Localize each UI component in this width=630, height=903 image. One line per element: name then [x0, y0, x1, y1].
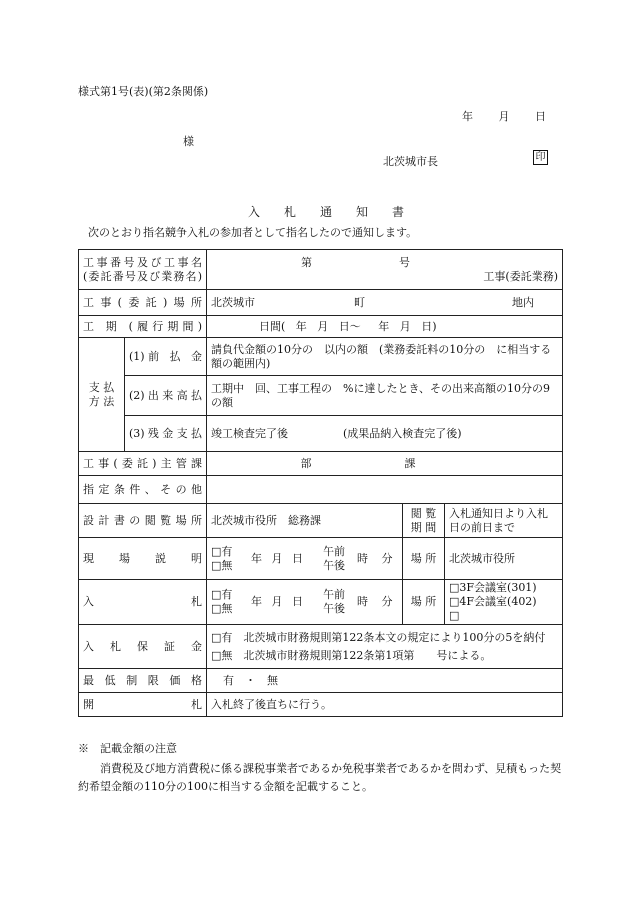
room-option-402[interactable]: □4F会議室(402) — [449, 595, 537, 608]
value-opening: 入札終了後直ちに行う。 — [207, 693, 563, 717]
label-viewing-period: 閲 覧 期 間 — [403, 504, 445, 538]
notice-table — [78, 249, 563, 717]
row-payment-advance — [79, 338, 563, 376]
row-department — [79, 452, 563, 476]
option-no[interactable]: □無 — [211, 558, 233, 572]
value-conditions — [207, 476, 563, 504]
deposit-option-yes[interactable]: □有 北茨城市財務規則第122条本文の規定により100分の5を納付 — [211, 630, 546, 644]
room-option-other[interactable]: □ — [449, 609, 460, 622]
work-suffix: 工事(委託業務) — [483, 269, 559, 283]
label-final: (3)残金支払 — [125, 416, 207, 452]
value-work-name — [207, 250, 563, 290]
form-number-label: 様式第1号(表)(第2条関係) — [78, 85, 209, 98]
intro-text: 次のとおり指名競争入札の参加者として指名したので通知します。 — [88, 226, 418, 239]
row-payment-final — [79, 416, 563, 452]
value-advance: 請負代金額の10分の 以内の額 (業務委託料の10分の に相当する額の範囲内) — [207, 338, 563, 376]
label-conditions: 指定条件、その他 — [79, 476, 207, 504]
option-yes[interactable]: □有 — [211, 544, 233, 558]
label-bidding: 入札 — [79, 580, 207, 625]
row-viewing — [79, 504, 563, 538]
dai-text: 第 — [301, 255, 312, 269]
option-yes[interactable]: □有 — [211, 588, 233, 601]
label-work-name: 工事番号及び工事名 (委託番号及び業務名) — [79, 250, 207, 290]
label-viewing-place: 設計書の閲覧場所 — [79, 504, 207, 538]
label-department: 工事(委託)主管課 — [79, 452, 207, 476]
value-work-period: 日間( 年 月 日〜 年 月 日) — [207, 316, 563, 338]
deposit-option-no[interactable]: □無 北茨城市財務規則第122条第1項第 号による。 — [211, 648, 492, 662]
date-line: 年 月 日 — [462, 110, 546, 123]
row-payment-interim — [79, 376, 563, 416]
row-work-period — [79, 316, 563, 338]
row-work-place — [79, 290, 563, 316]
row-min-price — [79, 669, 563, 693]
seal-mark: 印 — [533, 150, 548, 165]
label-min-price: 最低制限価格 — [79, 669, 207, 693]
label-briefing-place: 場 所 — [403, 538, 445, 580]
briefing-date: 年 月 日 — [251, 551, 303, 565]
label-bidding-place: 場 所 — [403, 580, 445, 625]
value-viewing-place: 北茨城市役所 総務課 — [207, 504, 403, 538]
row-opening — [79, 693, 563, 717]
label-site-briefing: 現場説明 — [79, 538, 207, 580]
value-final: 竣工検査完了後 (成果品納入検査完了後) — [207, 416, 563, 452]
label-work-place: 工事(委託)場所 — [79, 290, 207, 316]
row-deposit — [79, 625, 563, 669]
label-opening: 開札 — [79, 693, 207, 717]
row-conditions — [79, 476, 563, 504]
note-body: 消費税及び地方消費税に係る課税事業者であるか免税事業者であるかを問わず、見積もった契約希望金額の110分の100に相当する金額を記載すること。 — [78, 762, 562, 793]
bidding-date: 年 月 日 — [251, 595, 303, 608]
row-site-briefing — [79, 538, 563, 580]
value-viewing-period: 入札通知日より入札日の前日まで — [445, 504, 563, 538]
document-title: 入札通知書 — [248, 205, 429, 219]
row-work-name — [79, 250, 563, 290]
value-bidding: □有 □無 年 月 日 午前 午後 時 分 — [207, 580, 403, 625]
label-advance: (1)前 払 金 — [125, 338, 207, 376]
value-briefing-place: 北茨城市役所 — [445, 538, 563, 580]
briefing-time: 時 分 — [357, 551, 393, 565]
go-text: 号 — [399, 255, 410, 269]
label-interim: (2)出来高払 — [125, 376, 207, 416]
note-title: ※ 記載金額の注意 — [78, 742, 177, 755]
label-payment-method: 支 払 方 法 — [79, 338, 125, 452]
option-no[interactable]: □無 — [211, 602, 233, 615]
room-option-301[interactable]: □3F会議室(301) — [449, 581, 537, 594]
value-min-price: 有 ・ 無 — [207, 669, 563, 693]
value-deposit — [207, 625, 563, 669]
value-department: 部 課 — [207, 452, 563, 476]
issuer-name: 北茨城市長 — [383, 155, 438, 168]
value-bidding-place — [445, 580, 563, 625]
addressee-sama: 様 — [183, 135, 194, 148]
bidding-time: 時 分 — [357, 595, 393, 608]
value-site-briefing: □有 □無 年 月 日 午前 午後 時 分 — [207, 538, 403, 580]
label-deposit: 入札保証金 — [79, 625, 207, 669]
value-interim: 工期中 回、工事工程の %に達したとき、その出来高額の10分の9の額 — [207, 376, 563, 416]
value-work-place: 北茨城市 町 地内 — [207, 290, 563, 316]
row-bidding — [79, 580, 563, 625]
label-work-period: 工 期 (履行期間) — [79, 316, 207, 338]
